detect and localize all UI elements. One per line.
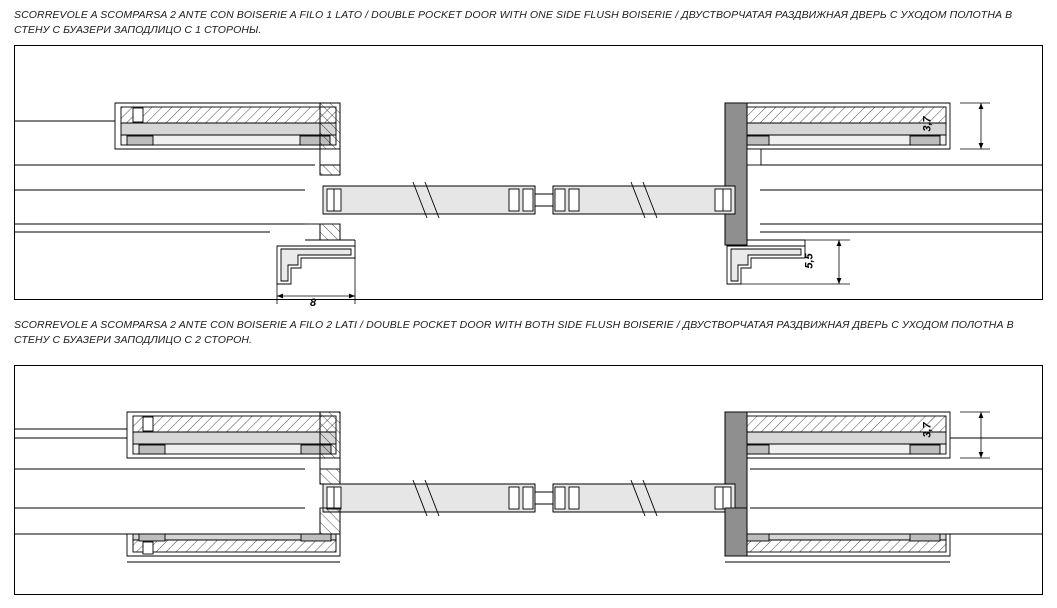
section-1-diagram	[14, 45, 1043, 309]
section-2-diagram	[14, 365, 1043, 595]
section-2-drawing	[15, 366, 1042, 594]
caption-line: СТЕНУ С БУАЗЕРИ ЗАПОДЛИЦО С 2 СТОРОН.	[14, 334, 253, 346]
section-2-caption	[14, 318, 1044, 348]
caption-line: SCORREVOLE A SCOMPARSA 2 ANTE CON BOISERIE A FILO 2 LATI / DOUBLE POCKET DOOR WITH BOTH SIDE FLUSH BOISERIE / ДВУСТВОРЧАТАЯ РАЗДВИЖНАЯ ДВЕРЬ С УХОДОМ ПОЛОТНА В	[14, 319, 1014, 331]
caption-line: СТЕНУ С БУАЗЕРИ ЗАПОДЛИЦО С 1 СТОРОНЫ.	[14, 24, 262, 36]
caption-line: SCORREVOLE A SCOMPARSA 2 ANTE CON BOISERIE A FILO 1 LATO / DOUBLE POCKET DOOR WITH ONE SIDE FLUSH BOISERIE / ДВУСТВОРЧАТАЯ РАЗДВИЖНАЯ ДВЕРЬ С УХОДОМ ПОЛОТНА В	[14, 9, 1013, 21]
dimension-5-5-label: 5,5	[803, 253, 816, 269]
section-1-caption	[14, 8, 1044, 38]
dimension-3-7-label: 3,7	[921, 116, 934, 132]
dimension-3-7-label: 3,7	[921, 422, 934, 438]
dimension-8-label: 8	[310, 297, 317, 309]
section-1-drawing	[15, 46, 1042, 299]
